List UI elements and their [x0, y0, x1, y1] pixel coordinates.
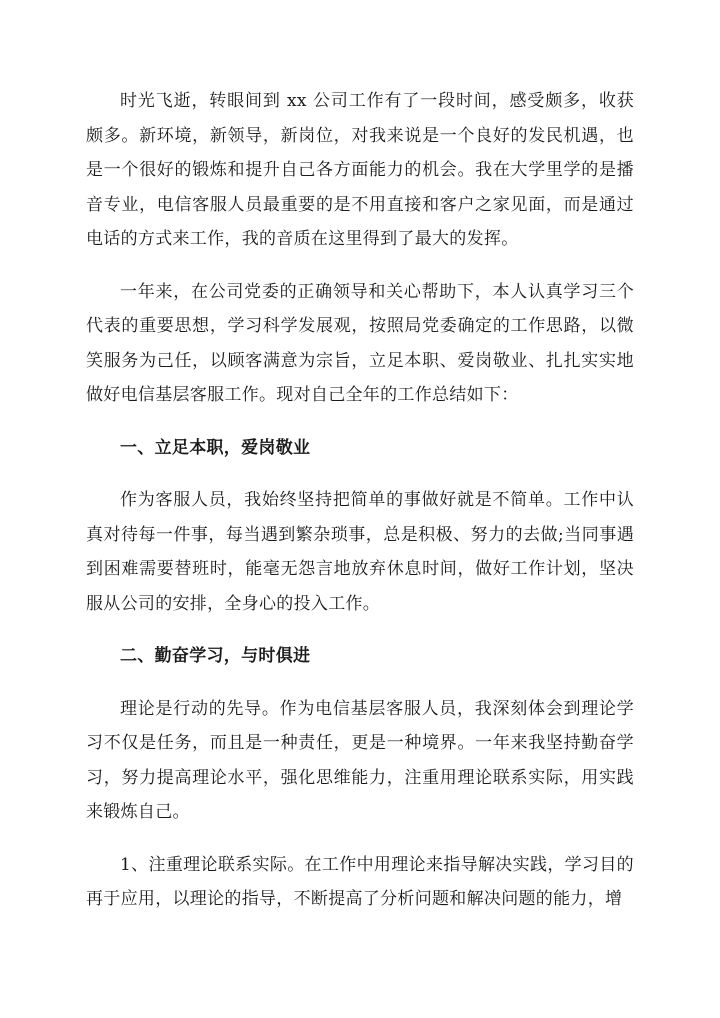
paragraph-section-2: 理论是行动的先导。作为电信基层客服人员，我深刻体会到理论学习不仅是任务，而且是一种责任，更是一种境界。一年来我坚持勤奋学习，努力提高理论水平，强化思维能力，注重用理论联系实际，用实践来锻炼自己。	[86, 698, 634, 822]
document-page	[86, 84, 634, 935]
paragraph-section-1: 作为客服人员，我始终坚持把简单的事做好就是不简单。工作中认真对待每一件事，每当遇到繁杂琐事，总是积极、努力的去做;当同事遇到困难需要替班时，能毫无怨言地放弃休息时间，做好工作计划，坚决服从公司的安排，全身心的投入工作。	[86, 490, 634, 614]
paragraph-point-1: 1、注重理论联系实际。在工作中用理论来指导解决实践，学习目的再于应用，以理论的指导，不断提高了分析问题和解决问题的能力，增	[86, 854, 634, 909]
section-heading-1: 一、立足本职，爱岗敬业	[120, 437, 311, 458]
section-heading-2: 二、勤奋学习，与时俱进	[120, 646, 311, 666]
paragraph-overview: 一年来，在公司党委的正确领导和关心帮助下，本人认真学习三个代表的重要思想，学习科学发展观，按照局党委确定的工作思路，以微笑服务为己任，以顾客满意为宗旨，立足本职、爱岗敬业、扎扎实实地做好电信基层客服工作。现对自己全年的工作总结如下：	[86, 281, 634, 405]
paragraph-intro: 时光飞逝，转眼间到 xx 公司工作有了一段时间，感受颇多，收获颇多。新环境，新领导，新岗位，对我来说是一个良好的发民机遇，也是一个很好的锻炼和提升自己各方面能力的机会。我在大学里学的是播音专业，电信客服人员最重要的是不用直接和客户之家见面，而是通过电话的方式来工作，我的音质在这里得到了最大的发挥。	[86, 91, 634, 249]
